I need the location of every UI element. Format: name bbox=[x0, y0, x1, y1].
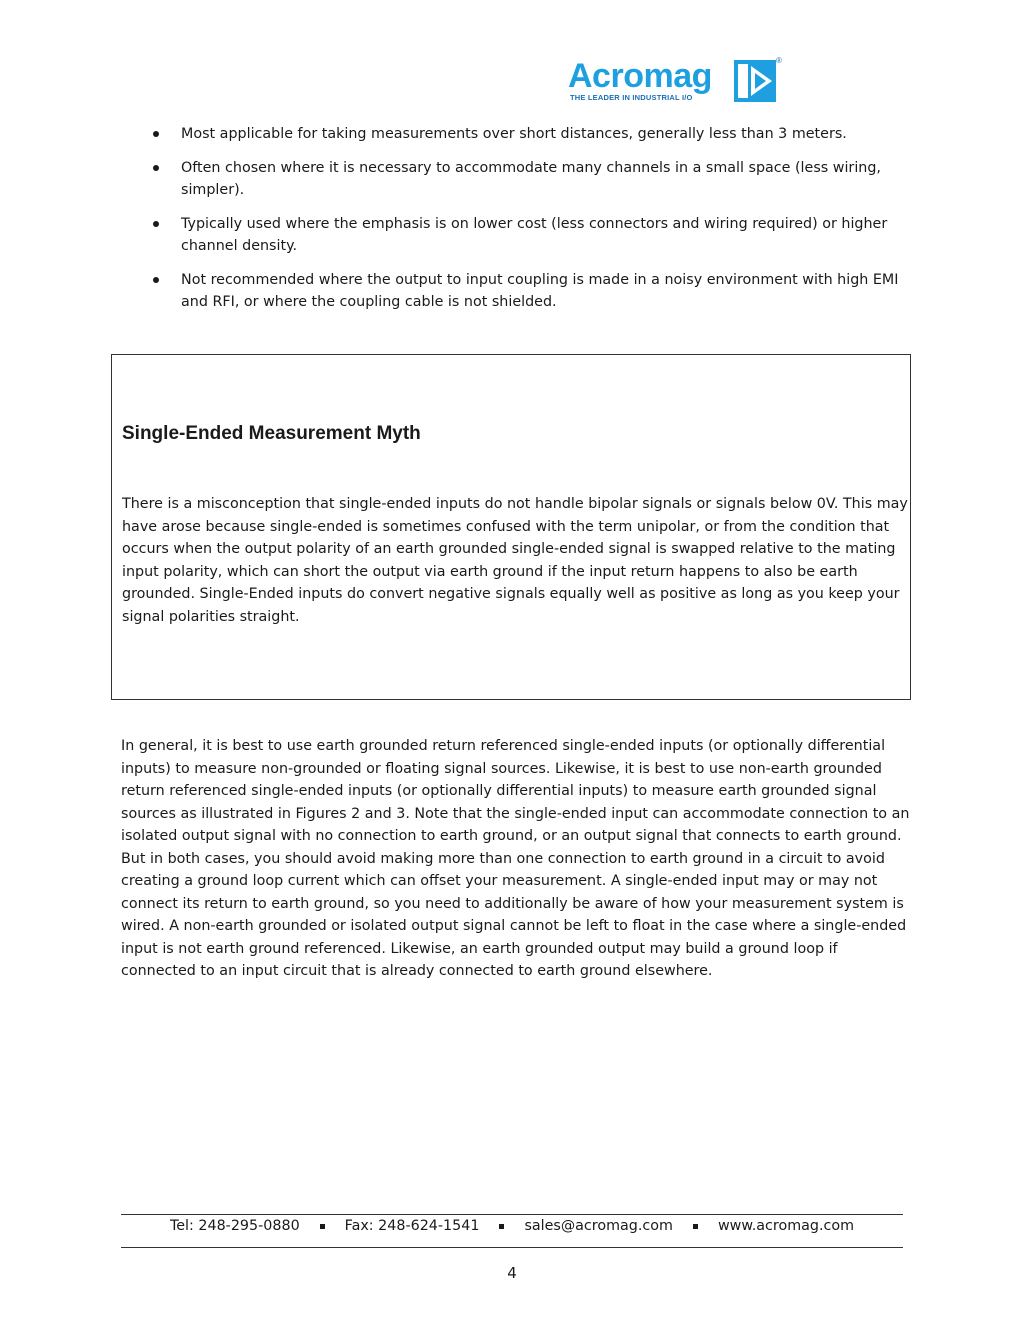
footer-bottom-rule bbox=[121, 1247, 903, 1248]
myth-sidebar-box bbox=[111, 354, 911, 700]
sidebar-body: There is a misconception that single-ended inputs do not handle bipolar signals or signals below 0V. This may have arose because single-ended is sometimes confused with the term unipolar, or from the condition that occurs when the output polarity of an earth grounded single-ended signal is swapped relative to the mating input polarity, which can short the output via earth ground if the input return happens to also be earth grounded. Single-Ended inputs do convert negative signals equally well as positive as long as you keep your signal polarities straight. bbox=[122, 496, 908, 625]
footer-website-link[interactable]: www.acromag.com bbox=[717, 1218, 855, 1234]
acromag-arrow-logo-icon bbox=[734, 60, 776, 102]
logo-tagline: THE LEADER IN INDUSTRIAL I/O bbox=[570, 93, 693, 102]
acromag-logo bbox=[568, 58, 788, 106]
footer-top-rule bbox=[121, 1214, 903, 1215]
footer-contact bbox=[121, 1218, 903, 1234]
bullet-list bbox=[150, 123, 910, 325]
footer-tel: Tel: 248-295-0880 bbox=[169, 1218, 300, 1234]
bullet-icon bbox=[153, 221, 159, 227]
bullet-icon bbox=[153, 277, 159, 283]
page-number: 4 bbox=[507, 1264, 517, 1282]
list-item bbox=[150, 157, 910, 202]
bullet-text: Typically used where the emphasis is on lower cost (less connectors and wiring required) or higher channel density. bbox=[181, 215, 888, 254]
footer-fax: Fax: 248-624-1541 bbox=[344, 1218, 480, 1234]
bullet-icon bbox=[153, 165, 159, 171]
bullet-text: Most applicable for taking measurements over short distances, generally less than 3 meters. bbox=[181, 126, 847, 142]
sidebar-title: Single-Ended Measurement Myth bbox=[122, 423, 421, 444]
list-item bbox=[150, 213, 910, 258]
footer-email-link[interactable]: sales@acromag.com bbox=[524, 1218, 673, 1234]
square-bullet-icon bbox=[320, 1224, 325, 1229]
list-item bbox=[150, 123, 910, 146]
registered-mark: ® bbox=[776, 56, 782, 65]
list-item bbox=[150, 269, 910, 314]
square-bullet-icon bbox=[499, 1224, 504, 1229]
bullet-icon bbox=[153, 131, 159, 137]
bullet-text: Not recommended where the output to input coupling is made in a noisy environment with high EMI and RFI, or where the coupling cable is not shielded. bbox=[181, 271, 899, 310]
logo-wordmark: Acromag bbox=[568, 57, 712, 95]
body-paragraph: In general, it is best to use earth grounded return referenced single-ended inputs (or optionally differential inputs) to measure non-grounded or floating signal sources. Likewise, it is best to use non-earth grounded return referenced single-ended inputs (or optionally differential inputs) to measure earth grounded signal sources as illustrated in Figures 2 and 3. Note that the single-ended input can accommodate connection to an isolated output signal with no connection to earth ground, or an output signal that connects to earth ground. But in both cases, you should avoid making more than one connection to earth ground in a circuit to avoid creating a ground loop current which can offset your measurement. A single-ended input may or may not connect its return to earth ground, so you need to additionally be aware of how your measurement system is wired. A non-earth grounded or isolated output signal cannot be left to float in the case where a single-ended input is not earth ground referenced. Likewise, an earth grounded output may build a ground loop if connected to an input circuit that is already connected to earth ground elsewhere. bbox=[121, 738, 910, 979]
bullet-text: Often chosen where it is necessary to accommodate many channels in a small space (less wiring, simpler). bbox=[181, 159, 881, 198]
square-bullet-icon bbox=[693, 1224, 698, 1229]
